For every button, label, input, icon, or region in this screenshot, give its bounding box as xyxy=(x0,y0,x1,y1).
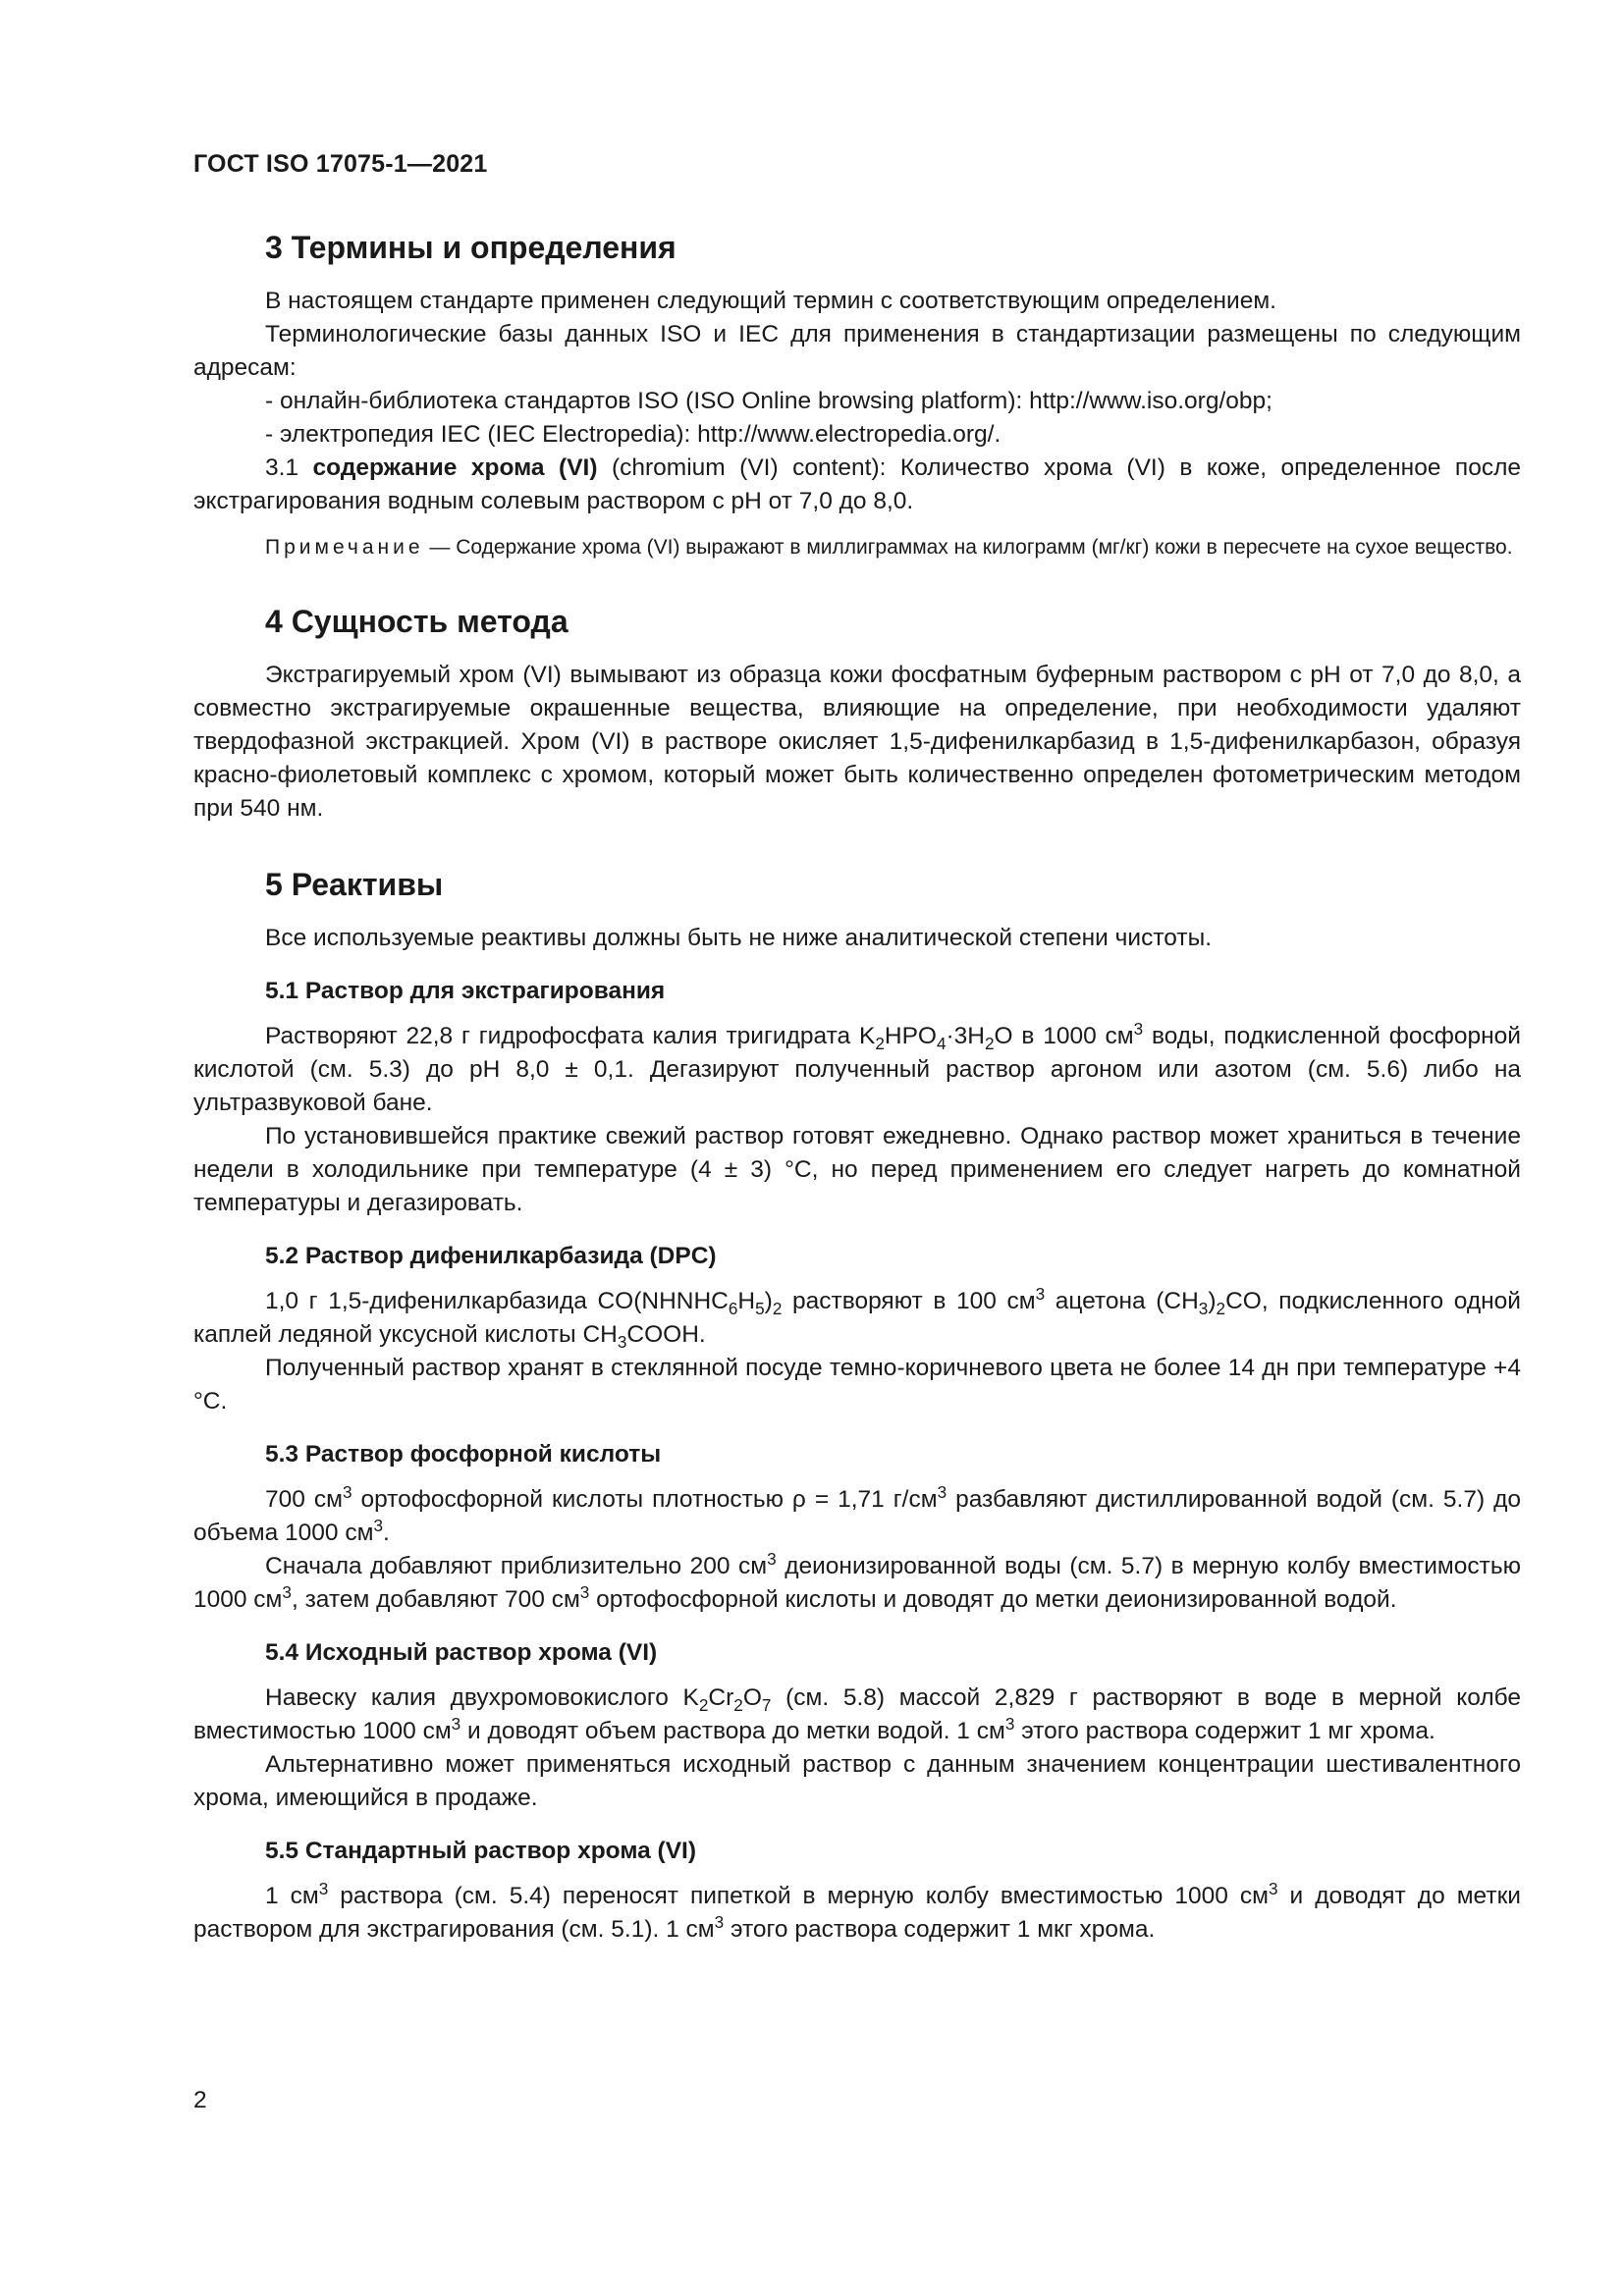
note-text: — Содержание хрома (VI) выражают в миллиграммах на килограмм (мг/кг) кожи в пересчете на сухое вещество. xyxy=(423,536,1513,559)
s3-paragraph-1: В настоящем стандарте применен следующий термин с соответствующим определением. xyxy=(265,288,1276,314)
subsection-5-2-title: 5.2 Раствор дифенилкарбазида (DPC) xyxy=(265,1243,717,1269)
document-body xyxy=(193,228,1521,1947)
s5-1-paragraph-1: Растворяют 22,8 г гидрофосфата калия тригидрата $K_2HPO_4\cdot 3H_2O$ в 1000 $см^3$ воды, подкисленной фосфорной кислотой (см. 5.3) до pH 8,0 ± 0,1. Дегазируют полученный раствор аргоном или азотом (см. 5.6) либо на ультразвуковой бане. xyxy=(193,1018,1521,1116)
s3-paragraph-2: Терминологические базы данных ISO и IEC для применения в стандартизации размещены по следующим адресам: xyxy=(193,321,1521,381)
s5-5-paragraph-1: 1 $см^3$ раствора (см. 5.4) переносят пипеткой в мерную колбу вместимостью 1000 $см^3$ и доводят до метки раствором для экстрагирования (см. 5.1). 1 $см^3$ этого раствора содержит 1 мкг хрома. xyxy=(193,1878,1521,1943)
note-label: Примечание xyxy=(265,536,424,559)
s5-2-paragraph-1: 1,0 г 1,5-дифенилкарбазида $CO(NHNHC_6H_5)_2$ растворяют в 100 $см^3$ ацетона $(CH_3)_2CO$, подкисленного одной каплей ледяной уксусной кислоты $CH_3COOH$. xyxy=(193,1283,1521,1352)
s5-2-paragraph-2: Полученный раствор хранят в стеклянной посуде темно-коричневого цвета не более 14 дн при температуре +4 °C. xyxy=(193,1355,1521,1415)
note xyxy=(193,532,1521,562)
term-definition: (chromium (VI) content): Количество хрома (VI) в коже, определенное после экстрагирования водным солевым раствором с pH от 7,0 до 8,0. xyxy=(193,454,1521,514)
section-3-title: 3 Термины и определения xyxy=(265,230,677,265)
term-3-1 xyxy=(193,452,1521,518)
s5-3-paragraph-1: 700 $см^3$ ортофосфорной кислоты плотностью ρ = 1,71 $г/см^3$ разбавляют дистиллированной водой (см. 5.7) до объема 1000 $см^3$. xyxy=(193,1481,1522,1546)
subsection-5-3-title: 5.3 Раствор фосфорной кислоты xyxy=(265,1441,662,1468)
subsection-5-1-title: 5.1 Раствор для экстрагирования xyxy=(265,978,666,1004)
s5-1-paragraph-2: По установившейся практике свежий раствор готовят ежедневно. Однако раствор может храниться в течение недели в холодильнике при температуре (4 ± 3) °C, но перед применением его следует нагреть до комнатной температуры и дегазировать. xyxy=(193,1123,1521,1216)
s4-paragraph-1: Экстрагируемый хром (VI) вымывают из образца кожи фосфатным буферным раствором с pH от 7,0 до 8,0, а совместно экстрагируемые окрашенные вещества, влияющие на определение, при необходимости удаляют твердофазной экстракцией. Хром (VI) в растворе окисляет 1,5-дифенилкарбазид в 1,5-дифенилкарбазон, образуя красно-фиолетовый комплекс с хромом, который может быть количественно определен фотометрическим методом при 540 нм. xyxy=(193,662,1521,822)
s5-3-paragraph-2: Сначала добавляют приблизительно 200 $см^3$ деионизированной воды (см. 5.7) в мерную колбу вместимостью 1000 $см^3$, затем добавляют 700 $см^3$ ортофосфорной кислоты и доводят до метки деионизированной водой. xyxy=(193,1548,1522,1613)
s5-4-paragraph-1: Навеску калия двухромовокислого $K_2Cr_2O_7$ (см. 5.8) массой 2,829 г растворяют в воде в мерной колбе вместимостью 1000 $см^3$ и доводят объем раствора до метки водой. 1 $см^3$ этого раствора содержит 1 мг хрома. xyxy=(193,1684,1521,1744)
document-code-header: ГОСТ ISO 17075-1—2021 xyxy=(193,150,488,178)
s3-list-item-iec: - электропедия IEC (IEC Electropedia): http://www.electropedia.org/. xyxy=(265,421,1001,448)
subsection-5-5-title: 5.5 Стандартный раствор хрома (VI) xyxy=(265,1838,697,1864)
section-5-title: 5 Реактивы xyxy=(265,867,444,902)
page-number: 2 xyxy=(193,2087,207,2113)
term-number: 3.1 xyxy=(265,454,313,481)
section-4-title: 4 Сущность метода xyxy=(265,604,568,639)
s5-4-paragraph-2: Альтернативно может применяться исходный раствор с данным значением концентрации шестивалентного хрома, имеющийся в продаже. xyxy=(193,1751,1521,1811)
s5-intro: Все используемые реактивы должны быть не ниже аналитической степени чистоты. xyxy=(265,925,1213,951)
s3-list-item-iso: - онлайн-библиотека стандартов ISO (ISO Online browsing platform): http://www.iso.org/obp; xyxy=(265,388,1272,414)
term-name: содержание хрома (VI) xyxy=(312,454,598,481)
subsection-5-4-title: 5.4 Исходный раствор хрома (VI) xyxy=(265,1639,658,1666)
